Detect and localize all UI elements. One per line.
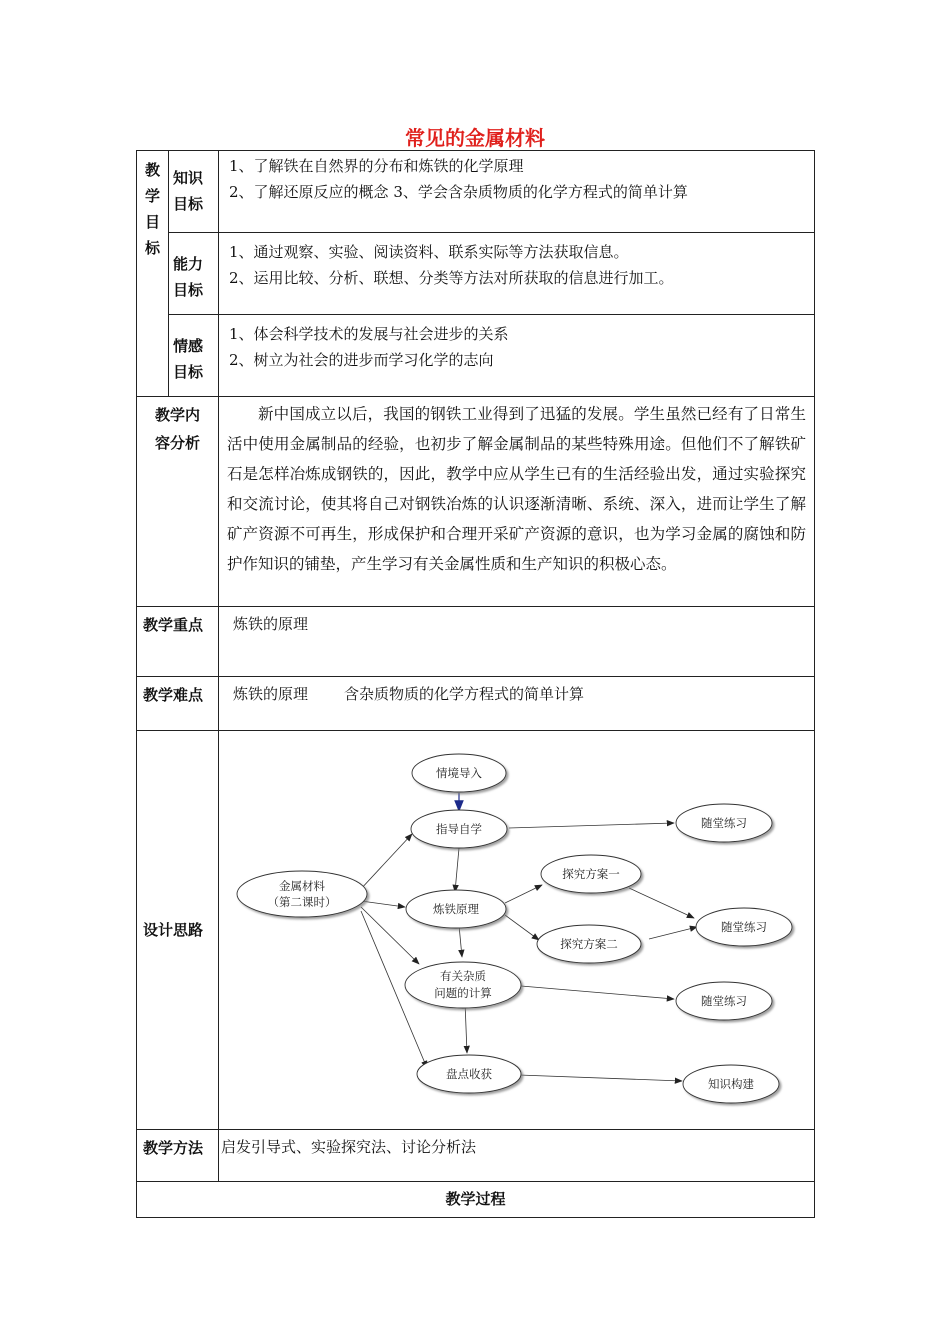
node-summary xyxy=(417,1055,521,1093)
key-point-text: 炼铁的原理 xyxy=(219,607,815,677)
emotion-objective-row xyxy=(137,315,815,397)
method-row xyxy=(137,1130,815,1182)
lesson-plan-table xyxy=(136,150,815,1218)
process-label: 教学过程 xyxy=(137,1182,815,1218)
key-point-label: 教学重点 xyxy=(137,607,219,677)
svg-text:盘点收获: 盘点收获 xyxy=(446,1067,492,1081)
process-row xyxy=(137,1182,815,1218)
node-center xyxy=(237,871,367,917)
knowledge-objective-content: 1、了解铁在自然界的分布和炼铁的化学原理 2、了解还原反应的概念 3、学会含杂质物质的化学方程式的简单计算 xyxy=(219,151,815,233)
node-plan-1 xyxy=(541,855,641,893)
difficulty-text: 炼铁的原理 含杂质物质的化学方程式的简单计算 xyxy=(219,677,815,731)
difficulty-row xyxy=(137,677,815,731)
design-label: 设计思路 xyxy=(137,731,219,1130)
knowledge-objective-label: 知识 目标 xyxy=(169,151,219,233)
objectives-label: 教 学 目 标 xyxy=(137,151,169,397)
ability-objective-content: 1、通过观察、实验、阅读资料、联系实际等方法获取信息。 2、运用比较、分析、联想、分类等方法对所获取的信息进行加工。 xyxy=(219,233,815,315)
svg-text:指导自学: 指导自学 xyxy=(436,822,482,836)
flow-arrows xyxy=(359,793,697,1081)
svg-text:情境导入: 情境导入 xyxy=(436,766,482,780)
svg-text:随堂练习: 随堂练习 xyxy=(701,816,747,830)
design-flowchart-cell xyxy=(219,731,815,1130)
svg-text:问题的计算: 问题的计算 xyxy=(434,986,492,1000)
content-analysis-label: 教学内 容分析 xyxy=(137,397,219,607)
node-calculation xyxy=(405,962,521,1008)
method-text: 启发引导式、实验探究法、讨论分析法 xyxy=(219,1130,815,1182)
svg-text:随堂练习: 随堂练习 xyxy=(701,994,747,1008)
svg-text:有关杂质: 有关杂质 xyxy=(440,969,486,983)
node-practice-2 xyxy=(696,908,792,946)
content-analysis-text: 新中国成立以后，我国的钢铁工业得到了迅猛的发展。学生虽然已经有了日常生活中使用金属制品的经验，也初步了解金属制品的某些特殊用途。但他们不了解铁矿石是怎样冶炼成钢铁的，因此，教学中应从学生已有的生活经验出发，通过实验探究和交流讨论，使其将自己对钢铁冶炼的认识逐渐清晰、系统、深入，进而让学生了解矿产资源不可再生，形成保护和合理开采矿产资源的意识，也为学习金属的腐蚀和防护作知识的铺垫，产生学习有关金属性质和生产知识的积极心态。 xyxy=(219,397,815,607)
design-row xyxy=(137,731,815,1130)
knowledge-objective-row xyxy=(137,151,815,233)
svg-text:知识构建: 知识构建 xyxy=(708,1077,754,1091)
difficulty-label: 教学难点 xyxy=(137,677,219,731)
page-title: 常见的金属材料 xyxy=(405,126,545,150)
node-plan-2 xyxy=(537,925,641,963)
svg-text:炼铁原理: 炼铁原理 xyxy=(433,902,479,916)
content-analysis-row xyxy=(137,397,815,607)
svg-text:探究方案一: 探究方案一 xyxy=(562,867,620,881)
node-practice-3 xyxy=(676,982,772,1020)
emotion-objective-content: 1、体会科学技术的发展与社会进步的关系 2、树立为社会的进步而学习化学的志向 xyxy=(219,315,815,397)
node-principle xyxy=(406,890,506,928)
svg-text:随堂练习: 随堂练习 xyxy=(721,920,767,934)
svg-text:金属材料: 金属材料 xyxy=(279,879,325,893)
node-knowledge-build xyxy=(683,1065,779,1103)
node-intro xyxy=(412,754,506,792)
method-label: 教学方法 xyxy=(137,1130,219,1182)
node-guide xyxy=(411,810,507,848)
ability-objective-label: 能力 目标 xyxy=(169,233,219,315)
key-point-row xyxy=(137,607,815,677)
design-flowchart xyxy=(219,731,813,1125)
node-practice-1 xyxy=(676,804,772,842)
svg-text:探究方案二: 探究方案二 xyxy=(560,937,618,951)
ability-objective-row xyxy=(137,233,815,315)
emotion-objective-label: 情感 目标 xyxy=(169,315,219,397)
svg-text:（第二课时）: （第二课时） xyxy=(267,895,337,909)
